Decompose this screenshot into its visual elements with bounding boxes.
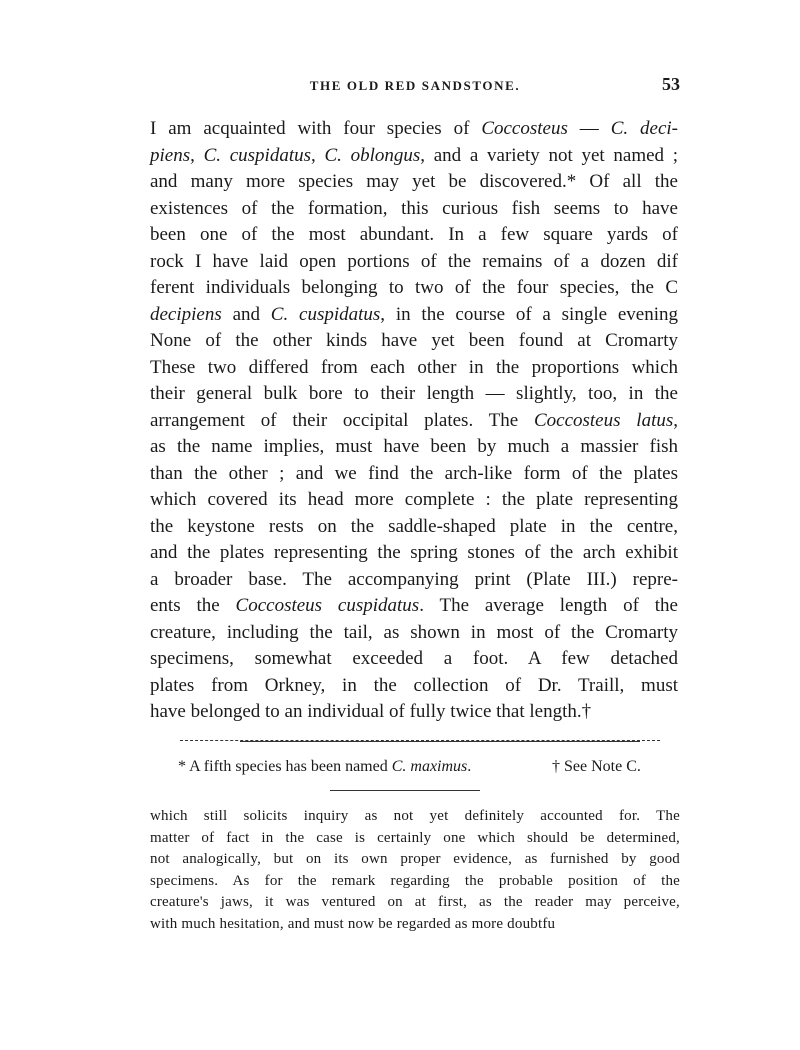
- text-line: [150, 487, 678, 514]
- text-run: existences of the formation, this curious fish seems to have: [150, 197, 678, 219]
- running-head: THE OLD RED SANDSTONE.: [309, 78, 521, 93]
- text-run: than the other ; and we find the arch-like form of the plates: [150, 462, 678, 484]
- italic-term: C. cuspidatus: [203, 144, 311, 166]
- text-run: plates from Orkney, in the collection of Dr. Traill, must: [150, 674, 678, 696]
- text-run: , and a variety not yet named ;: [420, 144, 679, 166]
- text-line: [150, 143, 678, 170]
- text-line: [150, 381, 678, 408]
- note-line: not analogically, but on its own proper evidence, as furnished by good: [150, 851, 680, 867]
- text-run: None of the other kinds have yet been found at Cromarty: [150, 330, 678, 351]
- text-line: [150, 169, 678, 196]
- text-run: creature, including the tail, as shown in most of the Cromarty: [150, 621, 678, 643]
- text-run: I am acquainted with four species of: [150, 118, 482, 139]
- italic-term: C. oblongus: [324, 144, 421, 166]
- text-line: [150, 699, 678, 726]
- text-run: * A fifth species has been named: [178, 758, 392, 775]
- text-run: arrangement of their occipital plates. The: [150, 409, 534, 431]
- main-paragraph: [150, 116, 678, 726]
- text-run: ,: [311, 144, 325, 166]
- text-line: [150, 408, 678, 435]
- note-line: with much hesitation, and must now be regarded as more doubtfu: [150, 915, 556, 932]
- text-line: [150, 328, 678, 355]
- text-run: which covered its head more complete : the plate representing: [150, 489, 678, 510]
- text-line: [150, 461, 678, 488]
- italic-term: piens: [150, 144, 191, 166]
- footnote-2: † See Note C.: [552, 758, 641, 775]
- text-run: . The average length of the: [419, 595, 678, 616]
- text-run: —: [567, 118, 611, 139]
- text-line: [150, 646, 678, 673]
- text-run: and many more species may yet be discovered.* Of all the: [150, 171, 678, 192]
- text-line: [150, 222, 678, 249]
- text-run: rock I have laid open portions of the remains of a dozen dif: [150, 250, 678, 272]
- text-line: [150, 275, 678, 302]
- text-run: ferent individuals belonging to two of the four species, the C: [150, 277, 678, 298]
- text-run: the keystone rests on the saddle-shaped plate in the centre,: [150, 515, 678, 537]
- text-run: have belonged to an individual of fully twice that length.†: [150, 701, 592, 722]
- text-run: ents the: [150, 595, 236, 616]
- text-line: [150, 355, 678, 382]
- text-run: , in the course of a single evening: [380, 303, 678, 325]
- text-run: specimens, somewhat exceeded a foot. A few detached: [150, 648, 678, 669]
- footnote-separator: [240, 741, 640, 742]
- continued-note-text: [150, 806, 680, 935]
- page-number: 53: [662, 74, 680, 94]
- text-line: [150, 567, 678, 594]
- italic-term: C. maximus: [391, 758, 468, 775]
- text-line: [150, 302, 678, 329]
- page-header: [150, 74, 680, 104]
- text-run: ,: [673, 409, 678, 431]
- text-line: [150, 116, 678, 143]
- italic-term: Coccosteus latus: [533, 409, 674, 431]
- text-line: [150, 620, 678, 647]
- text-run: been one of the most abundant. In a few square yards of: [150, 224, 678, 245]
- italic-term: C. cuspidatus: [270, 303, 381, 325]
- text-line: [150, 514, 678, 541]
- text-line: [150, 196, 678, 223]
- text-line: [150, 249, 678, 276]
- italic-term: Coccosteus cuspidatus: [235, 595, 420, 616]
- note-line: creature's jaws, it was ventured on at first, as the reader may perceive,: [150, 894, 680, 910]
- italic-term: C. deci-: [610, 118, 678, 139]
- note-line: specimens. As for the remark regarding the probable position of the: [150, 872, 680, 889]
- text-run: a broader base. The accompanying print (Plate III.) repre-: [150, 568, 678, 590]
- text-run: ,: [190, 144, 204, 166]
- text-line: [150, 540, 678, 567]
- text-run: their general bulk bore to their length — slightly, too, in the: [150, 383, 678, 404]
- text-line: [150, 673, 678, 700]
- italic-term: Coccosteus: [481, 118, 568, 139]
- note-line: matter of fact in the case is certainly one which should be determined,: [150, 829, 680, 846]
- text-run: and: [221, 303, 271, 325]
- text-run: .: [467, 758, 472, 775]
- text-run: and the plates representing the spring stones of the arch exhibit: [150, 542, 678, 563]
- text-run: as the name implies, must have been by much a massier fish: [150, 436, 678, 457]
- text-run: These two differed from each other in the proportions which: [150, 356, 678, 378]
- footnote-1: [178, 758, 471, 776]
- note-line: which still solicits inquiry as not yet definitely accounted for. The: [150, 808, 680, 824]
- text-line: [150, 593, 678, 620]
- text-line: [150, 434, 678, 461]
- italic-term: decipiens: [150, 303, 222, 325]
- section-separator: [330, 790, 480, 791]
